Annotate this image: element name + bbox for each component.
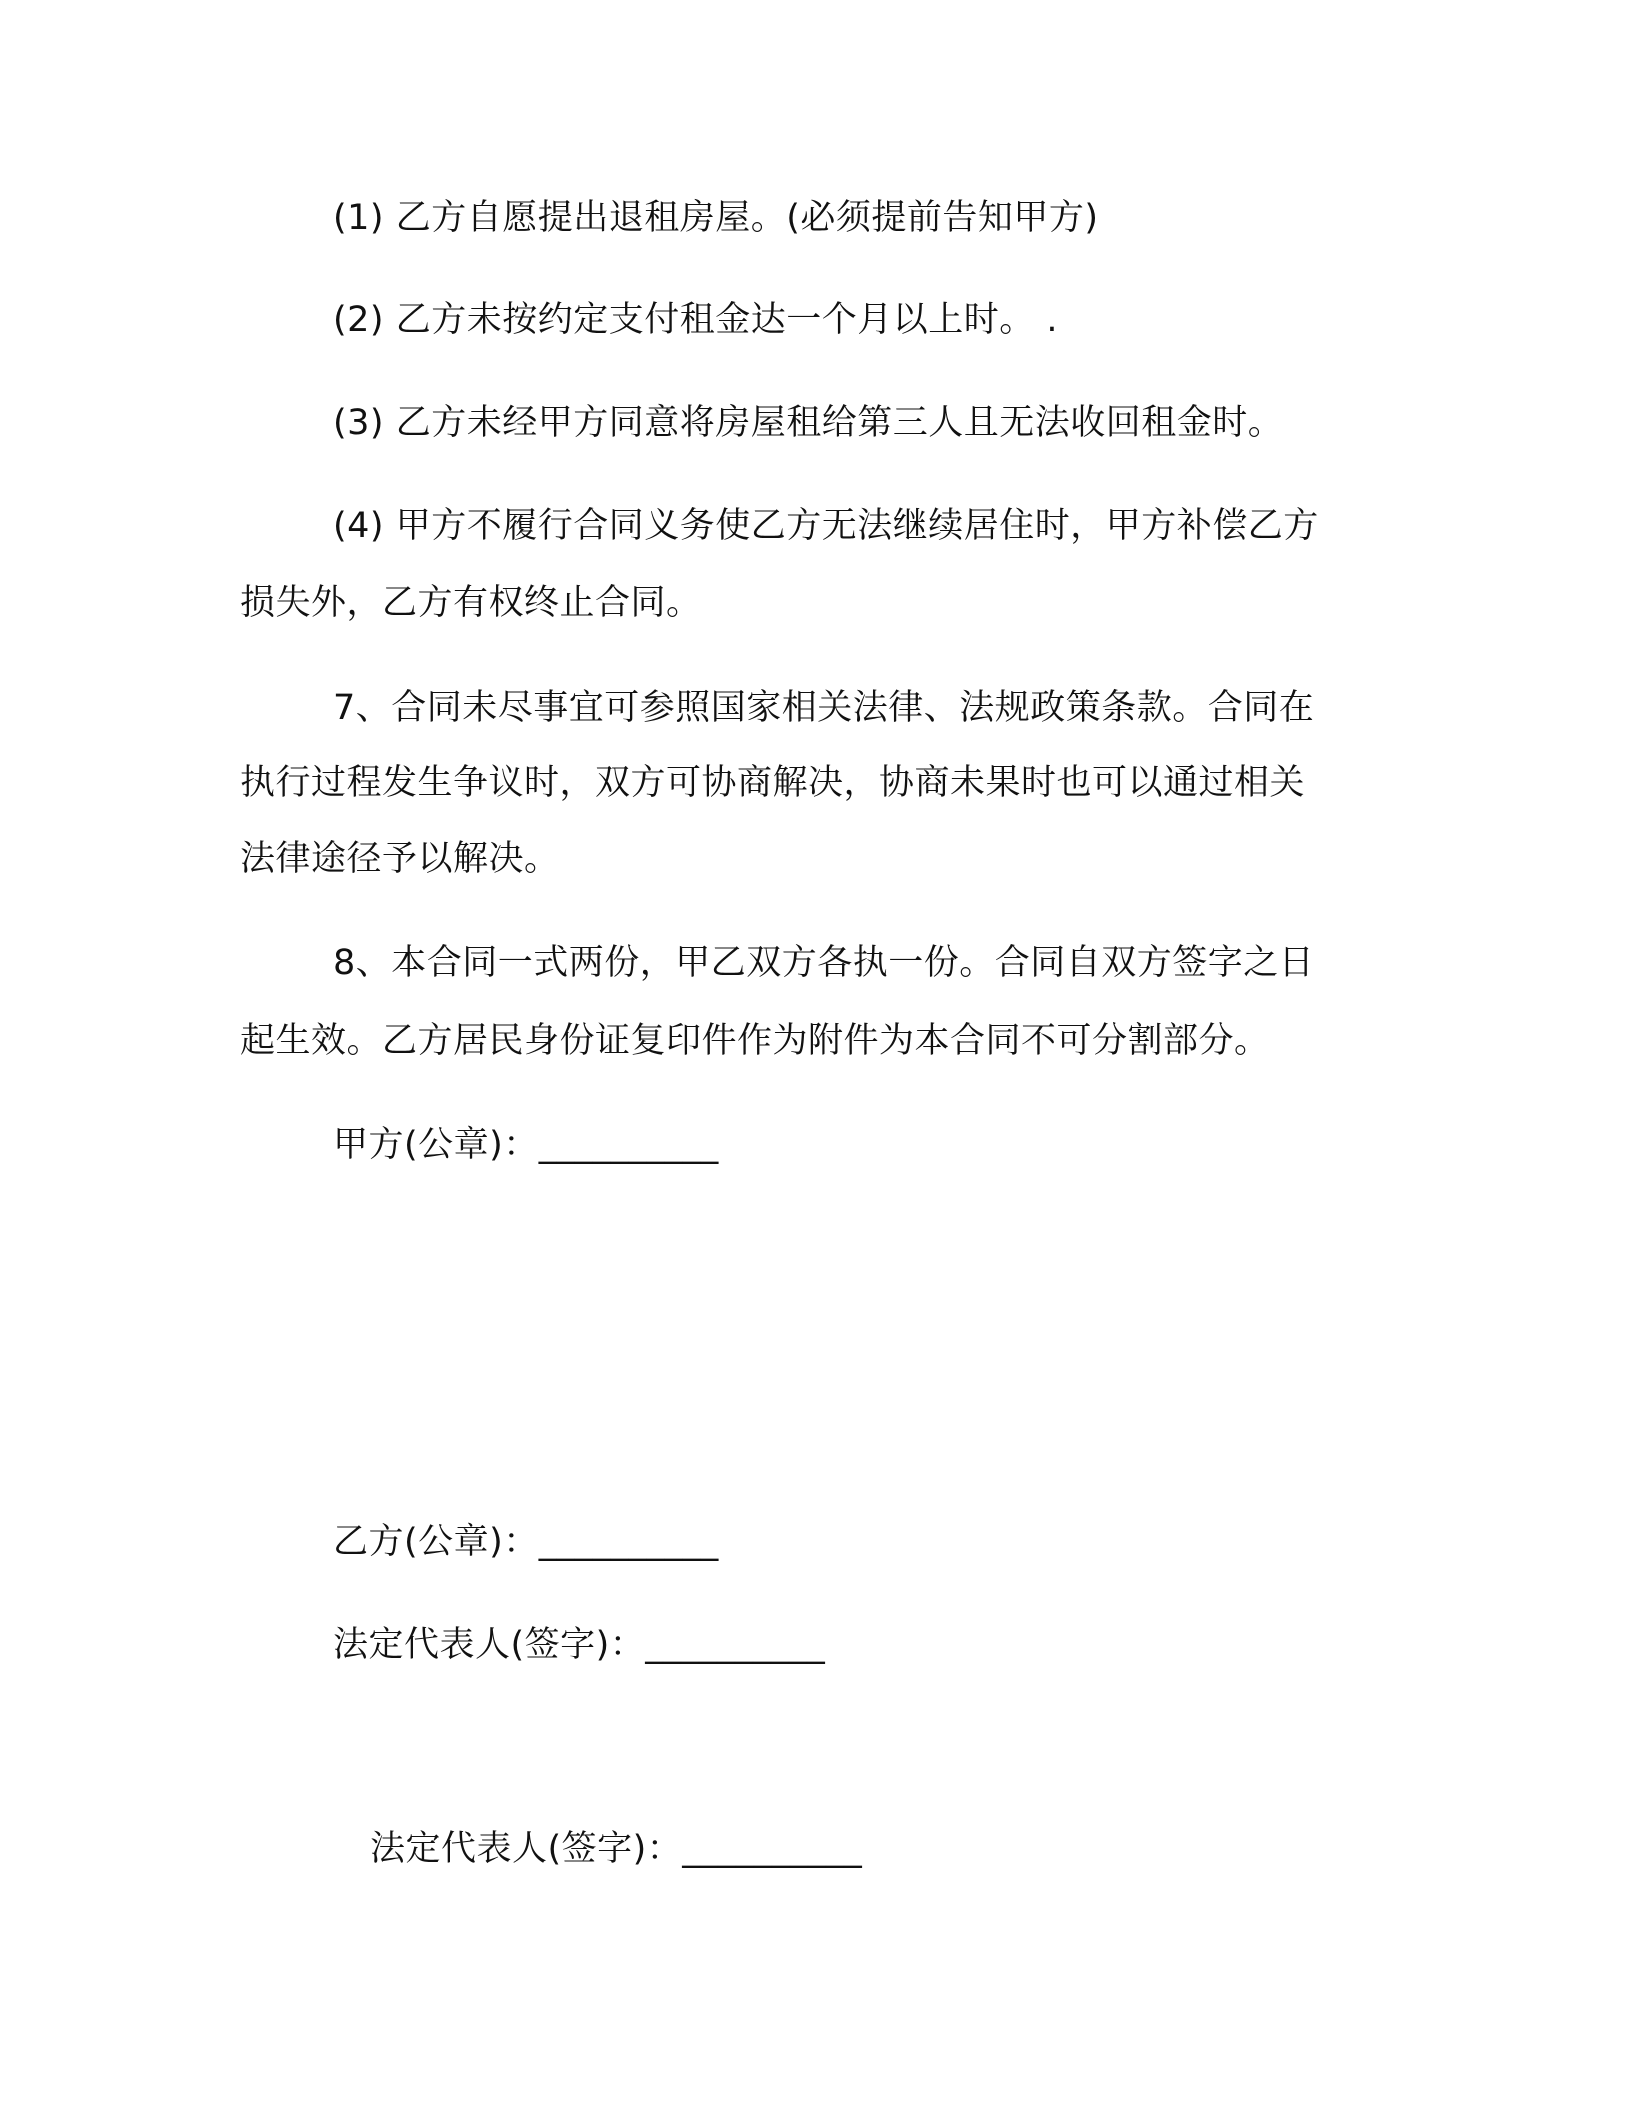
party-a-seal-field: 甲方(公章)：__________	[333, 1125, 719, 1165]
legal-representative-signature-field: 法定代表人(签字)：__________	[333, 1625, 826, 1665]
clause-3-line-1: (3) 乙方未经甲方同意将房屋租给第三人且无法收回租金时。	[333, 403, 1284, 443]
clause-4-line-2: 损失外，乙方有权终止合同。	[240, 583, 702, 623]
article-7-line-2: 执行过程发生争议时，双方可协商解决，协商未果时也可以通过相关	[240, 763, 1306, 803]
clause-1-line-1: (1) 乙方自愿提出退租房屋。(必须提前告知甲方)	[333, 198, 1099, 238]
clause-2-line-1: (2) 乙方未按约定支付租金达一个月以上时。 .	[333, 300, 1058, 340]
clause-4-line-1: (4) 甲方不履行合同义务使乙方无法继续居住时，甲方补偿乙方	[333, 506, 1319, 546]
article-7-line-3: 法律途径予以解决。	[240, 839, 560, 879]
article-7-line-1: 7、合同未尽事宜可参照国家相关法律、法规政策条款。合同在	[333, 688, 1315, 728]
article-8-line-1: 8、本合同一式两份，甲乙双方各执一份。合同自双方签字之日	[333, 943, 1315, 983]
legal-representative-signature-field-2: 法定代表人(签字)：__________	[370, 1829, 863, 1869]
article-8-line-2: 起生效。乙方居民身份证复印件作为附件为本合同不可分割部分。	[240, 1021, 1270, 1061]
party-b-seal-field: 乙方(公章)：__________	[333, 1522, 719, 1562]
